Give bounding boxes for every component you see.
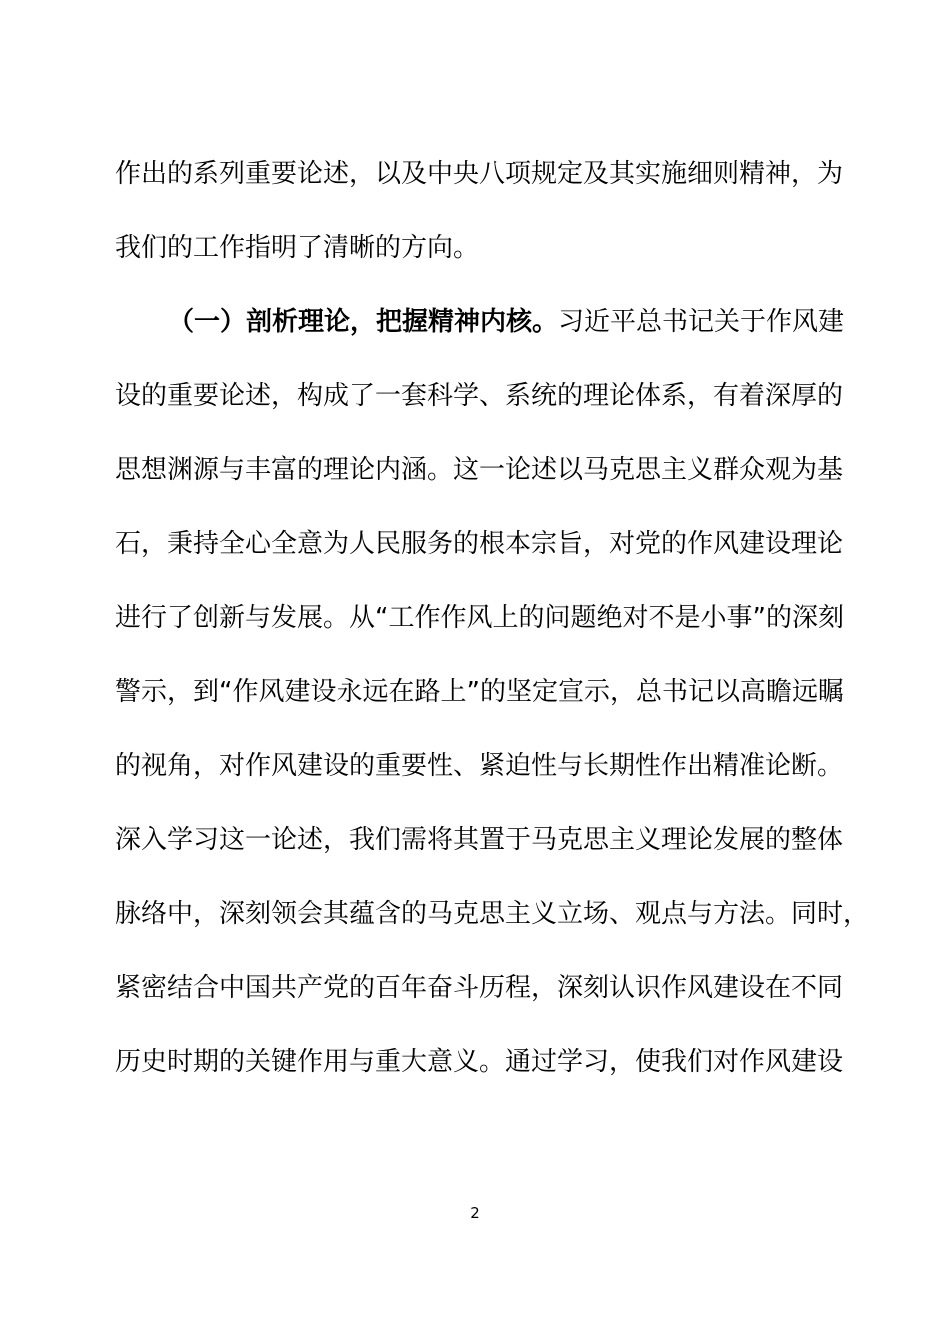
body-line-9: 的视角，对作风建设的重要性、紧迫性与长期性作出精准论断。	[115, 751, 844, 781]
body-line-11: 脉络中，深刻领会其蕴含的马克思主义立场、观点与方法。同时，	[115, 899, 870, 929]
body-line-8: 警示，到“作风建设永远在路上”的坚定宣示，总书记以高瞻远瞩	[115, 677, 844, 707]
body-line-2: 我们的工作指明了清晰的方向。	[115, 233, 480, 263]
section-heading-continuation: 习近平总书记关于作风建	[558, 307, 845, 337]
page-number: 2	[470, 1204, 480, 1222]
body-line-4: 设的重要论述，构成了一套科学、系统的理论体系，有着深厚的	[115, 381, 844, 411]
section-heading-line	[168, 305, 908, 339]
body-line-6: 石，秉持全心全意为人民服务的根本宗旨，对党的作风建设理论	[115, 529, 844, 559]
body-line-13: 历史时期的关键作用与重大意义。通过学习，使我们对作风建设	[115, 1047, 844, 1077]
body-line-10: 深入学习这一论述，我们需将其置于马克思主义理论发展的整体	[115, 825, 844, 855]
section-heading: （一）剖析理论，把握精神内核。	[168, 307, 559, 337]
body-line-7: 进行了创新与发展。从“工作作风上的问题绝对不是小事”的深刻	[115, 603, 844, 633]
body-line-12: 紧密结合中国共产党的百年奋斗历程，深刻认识作风建设在不同	[115, 973, 844, 1003]
body-line-1: 作出的系列重要论述，以及中央八项规定及其实施细则精神，为	[115, 159, 844, 189]
body-line-5: 思想渊源与丰富的理论内涵。这一论述以马克思主义群众观为基	[115, 455, 844, 485]
